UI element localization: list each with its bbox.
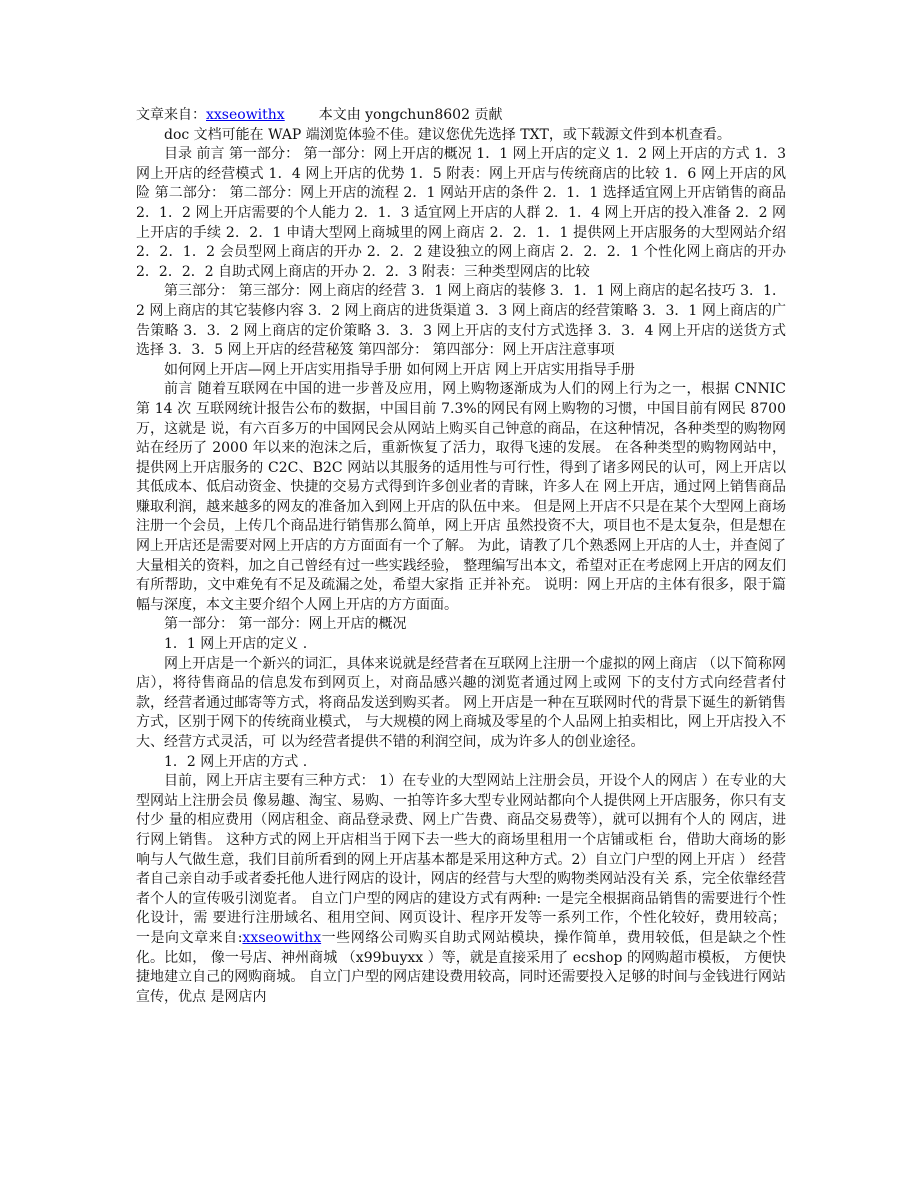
- section-1-2-tail: 一些网络公司购买自助式网站模块，操作简单，费用较低，但是缺之个性化。比如， 像一号店、神州商城 （x99buyxx ）等，就是直接采用了 ecshop 的网购超市模板， 方便快捷地建立自己的网购商城。 自立门户型的网店建设费用较高，同时还需要投入足够的时间与金钱进行网站宣传，优点 是网店内: [136, 929, 787, 1005]
- toc-part-3-4: 第三部分： 第三部分：网上商店的经营 3．1 网上商店的装修 3．1．1 网上商店的起名技巧 3．1．2 网上商店的其它装修内容 3．2 网上商店的进货渠道 3．3 网上商店的经营策略 3．3．1 网上商店的广告策略 3．3．2 网上商店的定价策略 3．3．3 网上开店的支付方式选择 3．3．4 网上开店的送货方式选择 3．3．5 网上开店的经营秘笈 第四部分： 第四部分：网上开店注意事项: [136, 283, 786, 359]
- document-title: 如何网上开店—网上开店实用指导手册 如何网上开店 网上开店实用指导手册: [164, 361, 635, 378]
- section-1-2-text: 目前，网上开店主要有三种方式： 1）在专业的大型网站上注册会员，开设个人的网店 ）在专业的大型网站上注册会员 像易趣、淘宝、易购、一拍等许多大型专业网站都向个人提供网上开店服务，你只有支付少 量的相应费用（网店租金、商品登录费、网上广告费、商品交易费等），就可以拥有个人的 网店，进行网上销售。 这种方式的网上开店相当于网下去一些大的商场里租用一个店铺或柜 台，借助大商场的影响与人气做生意，我们目前所看到的网上开店基本都是采用这种方式。2）自立门户型的网上开店 ） 经营者自己亲自动手或者委托他人进行网店的设计，网店的经营与大型的购物类网站没有关 系，完全依靠经营者个人的宣传吸引浏览者。 自立门户型的网店的建设方式有两种: 一是完全根据商品销售的需要进行个性化设计，需 要进行注册域名、租用空间、网页设计、程序开发等一系列工作，个性化较好，费用较高； 一是向: [136, 773, 786, 946]
- section-1-2-body: [136, 772, 786, 1007]
- part-1-heading: 第一部分： 第一部分：网上开店的概况: [164, 616, 407, 633]
- source-prefix: 文章来自：: [136, 107, 206, 123]
- section-1-1-heading: 1．1 网上开店的定义 .: [164, 636, 308, 653]
- contributor-text: 本文由 yongchun8602 贡献: [318, 107, 503, 123]
- section-1-1-body: 网上开店是一个新兴的词汇，具体来说就是经营者在互联网上注册一个虚拟的网上商店 （以下简称网店），将待售商品的信息发布到网页上，对商品感兴趣的浏览者通过网上或网 下的支付方式向经营者付款，经营者通过邮寄等方式，将商品发送到购买者。 网上开店是一种在互联网时代的背景下诞生的新销售方式，区别于网下的传统商业模式， 与大规模的网上商城及零星的个人品网上拍卖相比，网上开店投入不大、经营方式灵活，可 以为经营者提供不错的利润空间，成为许多人的创业途径。: [136, 655, 786, 750]
- source-link[interactable]: xxseowithx: [206, 107, 285, 123]
- source-line: [136, 106, 786, 126]
- inline-source-prefix: 文章来自:: [179, 929, 243, 946]
- toc-part-1-2: 目录 前言 第一部分： 第一部分：网上开店的概况 1．1 网上开店的定义 1．2 网上开店的方式 1．3 网上开店的经营模式 1．4 网上开店的优势 1．5 附表：网上开店与传统商店的比较 1．6 网上开店的风险 第二部分： 第二部分：网上开店的流程 2．1 网站开店的条件 2．1．1 选择适宜网上开店销售的商品 2．1．2 网上开店需要的个人能力 2．1．3 适宜网上开店的人群 2．1．4 网上开店的投入准备 2．2 网上开店的手续 2．2．1 申请大型网上商城里的网上商店 2．2．1．1 提供网上开店服务的大型网站介绍 2．2．1．2 会员型网上商店的开办 2．2．2 建设独立的网上商店 2．2．2．1 个性化网上商店的开办 2．2．2．2 自助式网上商店的开办 2．2．3 附表：三种类型网店的比较: [136, 146, 786, 280]
- document-page: [136, 106, 786, 1007]
- inline-source-link[interactable]: xxseowithx: [242, 929, 322, 946]
- doc-notice: doc 文档可能在 WAP 端浏览体验不佳。建议您优先选择 TXT，或下载源文件到本机查看。: [164, 126, 731, 143]
- preface-paragraph: 前言 随着互联网在中国的进一步普及应用，网上购物逐渐成为人们的网上行为之一，根据 CNNIC 第 14 次 互联网统计报告公布的数据，中国目前 7.3%的网民有网上购物的习惯，中国目前有网民 8700 万，这就是 说，有六百多万的中国网民会从网站上购买自己钟意的商品，在这种情况，各种类型的购物网站在经历了 2000 年以来的泡沫之后，重新恢复了活力，取得飞速的发展。 在各种类型的购物网站中，提供网上开店服务的 C2C、B2C 网站以其服务的适用性与可行性，得到了诸多网民的认可，网上开店以其低成本、低启动资金、快捷的交易方式得到许多创业者的青睐，许多人在 网上开店，通过网上销售商品赚取利润，越来越多的网友的准备加入到网上开店的队伍中来。 但是网上开店不只是在某个大型网上商场注册一个会员，上传几个商品进行销售那么简单，网上开店 虽然投资不大，项目也不是太复杂，但是想在网上开店还是需要对网上开店的方方面面有一个了解。 为此，请教了几个熟悉网上开店的人士，并查阅了大量相关的资料，加之自己曾经有过一些实践经验， 整理编写出本文，希望对正在考虑网上开店的网友们有所帮助，文中难免有不足及疏漏之处，希望大家指 正并补充。 说明：网上开店的主体有很多，限于篇幅与深度，本文主要介绍个人网上开店的方方面面。: [136, 381, 786, 613]
- section-1-2-heading: 1．2 网上开店的方式 .: [164, 753, 308, 770]
